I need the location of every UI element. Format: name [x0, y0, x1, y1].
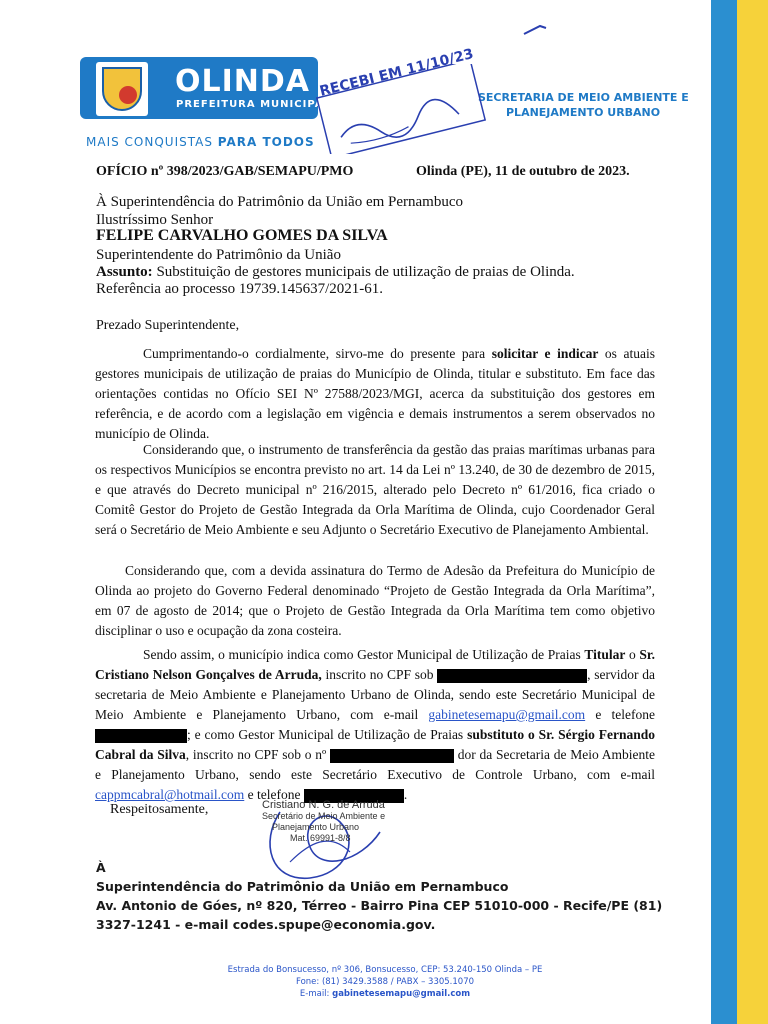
paragraph-3: Considerando que, com a devida assinatura do Termo de Adesão da Prefeitura do Município de Olinda ao projeto do Governo Federal denominado “Projeto de Gestão Integrada da Orla Marítima”, em 07 de agosto de 2014; que o Projeto de Gestão Integrada da Orla Marítima tem como objetivo disciplinar o uso e ocupação da zona costeira.: [95, 563, 655, 638]
greeting: Prezado Superintendente,: [96, 318, 240, 333]
bottom-contact: Estrada do Bonsucesso, nº 306, Bonsucesso, CEP: 53.240-150 Olinda – PE Fone: (81) 3429.3588 / PABX – 3305.1070 E-mail: gabinetesemapu@gmail.com: [227, 965, 543, 999]
department-title: SECRETARIA DE MEIO AMBIENTE E PLANEJAMENTO URBANO: [478, 91, 689, 119]
reference-line: Referência ao processo 19739.145637/2021-61.: [96, 281, 384, 297]
slogan: MAIS CONQUISTAS PARA TODOS: [86, 135, 315, 149]
brand-subtitle: PREFEITURA MUNICIPAL: [176, 99, 331, 110]
stamp-text: RECEBI EM 11/10/23: [318, 46, 476, 100]
edge-stripe-blue: [711, 0, 737, 1024]
closing: Respeitosamente,: [110, 802, 209, 817]
paragraph-1: Cumprimentando-o cordialmente, sirvo-me do presente para solicitar e indicar os atuais gestores municipais de utilização de praias do Município de Olinda, titular e substituto. Em face das orientações contidas no Ofício SEI Nº 27588/2023/MGI, acerca da substituição dos gestores em referência, e de acordo com a legislação em vigência e demais instrumentos a serem observados no município de Olinda.: [95, 346, 655, 441]
addressee-line: À Superintendência do Patrimônio da União em Pernambuco: [96, 194, 463, 210]
place-date: Olinda (PE), 11 de outubro de 2023.: [416, 164, 630, 179]
signature-block: Cristiano N. G. de Arruda Secretário de Meio Ambiente e Planejamento Urbano Mat. 69991-8/8: [262, 799, 386, 843]
oficio-number: OFÍCIO nº 398/2023/GAB/SEMAPU/PMO: [96, 164, 354, 179]
salutation-title: Ilustríssimo Senhor: [96, 212, 214, 228]
paragraph-4: Sendo assim, o município indica como Gestor Municipal de Utilização de Praias Titular o Sr. Cristiano Nelson Gonçalves de Arruda, inscrito no CPF sob , servidor da secretaria de Meio Ambiente e Planejamento Urbano de Olinda, sendo este Secretário Municipal de Meio Ambiente e Planejamento Urbano, com e-mail gabinetesemapu@gmail.com e telefone ; e como Gestor Municipal de Utilização de Praias substituto o Sr. Sérgio Fernando Cabral da Silva, inscrito no CPF sob o nº dor da Secretaria de Meio Ambiente e Planejamento Urbano, sendo este Secretário Executivo de Controle Urbano, com e-mail cappmcabral@hotmail.com e telefone .: [95, 647, 656, 802]
paragraph-2: Considerando que, o instrumento de transferência da gestão das praias marítimas urbanas para os respectivos Municípios se encontra previsto no art. 14 da Lei nº 13.240, de 30 de dezembro de 2015, e que através do Decreto municipal nº 216/2015, alterado pelo Decreto nº 61/2016, fica criado o Comitê Gestor do Projeto de Gestão Integrada da Orla Marítima de Olinda, cujo Coordenador Geral será o Secretário de Meio Ambiente e seu Adjunto o Secretário Executivo de Planejamento Ambiental.: [95, 442, 655, 537]
footer-addressee-block: À Superintendência do Patrimônio da União em Pernambuco Av. Antonio de Góes, nº 820, Térreo - Bairro Pina CEP 51010-000 - Recife/PE (81) 3327-1241 - e-mail codes.spupe@economia.gov.: [96, 858, 676, 934]
email-link-1[interactable]: gabinetesemapu@gmail.com: [428, 707, 586, 722]
footer-address: Av. Antonio de Góes, nº 820, Térreo - Bairro Pina CEP 51010-000 - Recife/PE (81) 3327-1241 - e-mail codes.spupe@economia.gov.: [96, 898, 663, 932]
redacted-cpf-1: [437, 669, 587, 683]
footer-addressee: Superintendência do Patrimônio da União em Pernambuco: [96, 879, 509, 894]
redacted-phone-1: [95, 729, 187, 743]
brand-title: OLINDA: [175, 64, 311, 99]
subject-line: Assunto: Substituição de gestores municipais de utilização de praias de Olinda.: [96, 264, 575, 280]
city-crest-icon: [96, 62, 148, 116]
recipient-role: Superintendente do Patrimônio da União: [96, 247, 341, 263]
ink-mark-icon: [520, 20, 550, 40]
recipient-name: FELIPE CARVALHO GOMES DA SILVA: [96, 227, 388, 244]
email-link-2[interactable]: cappmcabral@hotmail.com: [95, 787, 245, 802]
redacted-cpf-2: [330, 749, 454, 763]
edge-stripe-yellow: [737, 0, 768, 1024]
